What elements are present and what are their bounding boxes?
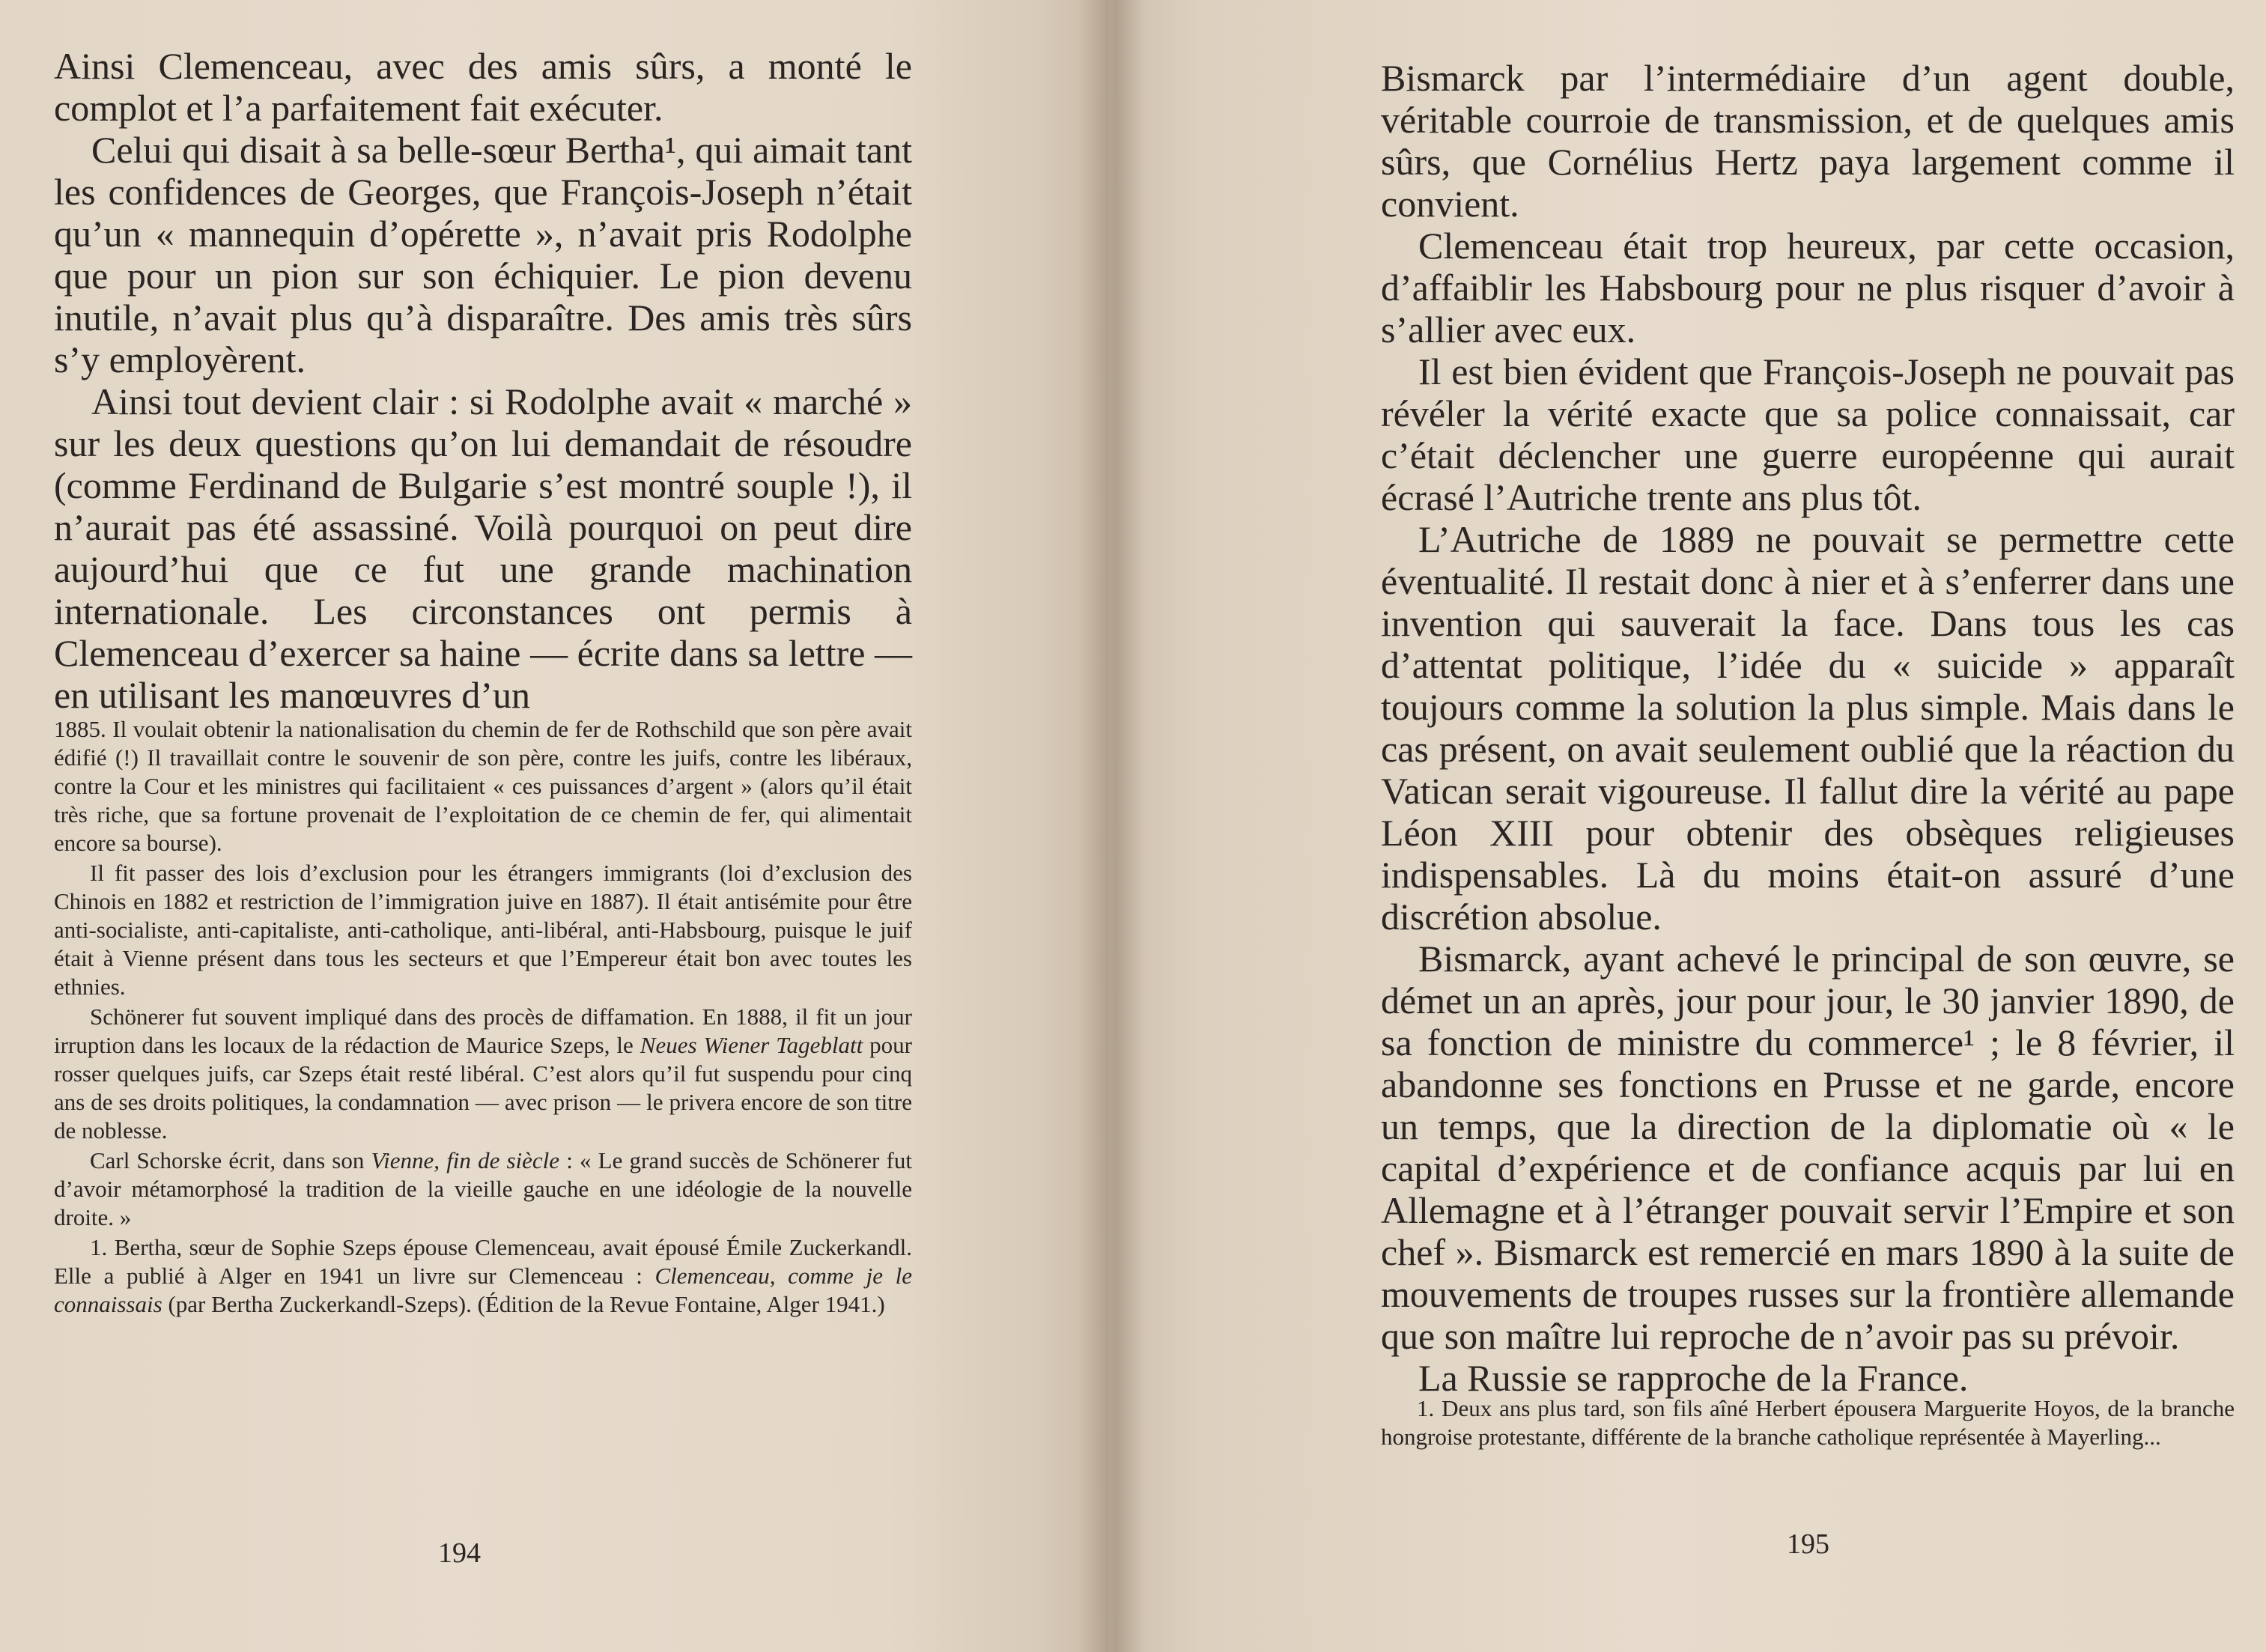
footnote-text: 1. Bertha, sœur de Sophie Szeps épouse Clemenceau, avait épousé Émile Zuckerkandl. Elle a publié à Alger en 1941 un livre sur Clemenceau :: [54, 1234, 912, 1289]
left-page-body: [54, 45, 912, 716]
right-paragraph: Il est bien évident que François-Joseph ne pouvait pas révéler la vérité exacte que sa police connaissait, car c’était déclencher une guerre européenne qui aurait écrasé l’Autriche trente ans plus tôt.: [1381, 350, 2235, 518]
page-number: 195: [1787, 1528, 1829, 1560]
left-page: [0, 0, 1108, 1652]
right-paragraph: Clemenceau était trop heureux, par cette occasion, d’affaiblir les Habsbourg pour ne plus risquer d’avoir à s’allier avec eux.: [1381, 225, 2235, 350]
footnote-text: : « Le grand succès de Schönerer fut d’avoir métamorphosé la tradition de la vieille gauche en une idéologie de la nouvelle droite. »: [54, 1147, 912, 1230]
right-page-footnotes: [1381, 1394, 2235, 1453]
book-title: Vienne, fin de siècle: [371, 1147, 560, 1173]
left-paragraph: Ainsi tout devient clair : si Rodolphe avait « marché » sur les deux questions qu’on lui demandait de résoudre (comme Ferdinand de Bulgarie s’est montré souple !), il n’aurait pas été assassiné. Voilà pourquoi on peut dire aujourd’hui que ce fut une grande machination internationale. Les circonstances ont permis à Clemenceau d’exercer sa haine — écrite dans sa lettre — en utilisant les manœuvres d’un: [54, 380, 912, 716]
right-page: [1108, 0, 2266, 1652]
left-paragraph: Ainsi Clemenceau, avec des amis sûrs, a monté le complot et l’a parfaitement fait exécuter.: [54, 45, 912, 129]
footnote: Il fit passer des lois d’exclusion pour les étrangers immigrants (loi d’exclusion des Chinois en 1882 et restriction de l’immigration juive en 1887). Il était antisémite pour être anti-socialiste, anti-capitaliste, anti-catholique, anti-libéral, anti-Habsbourg, puisque le juif était à Vienne présent dans tous les secteurs et que l’Empereur était bon avec toutes les ethnies.: [54, 860, 912, 1000]
footnote: 1885. Il voulait obtenir la nationalisation du chemin de fer de Rothschild que son père avait édifié (!) Il travaillait contre le souvenir de son père, contre les juifs, contre les libéraux, contre la Cour et les ministres qui facilitaient « ces puissances d’argent » (alors qu’il était très riche, que sa fortune provenait de l’exploitation de ce chemin de fer, qui alimentait encore sa bourse).: [54, 716, 912, 856]
right-paragraph: Bismarck par l’intermédiaire d’un agent double, véritable courroie de transmission, et de quelques amis sûrs, que Cornélius Hertz paya largement comme il convient.: [1381, 57, 2235, 225]
footnote: 1. Deux ans plus tard, son fils aîné Herbert épousera Marguerite Hoyos, de la branche hongroise protestante, différente de la branche catholique représentée à Mayerling...: [1381, 1395, 2235, 1450]
footnote-text: pour rosser quelques juifs, car Szeps était resté libéral. C’est alors qu’il fut suspendu pour cinq ans de ses droits politiques, la condamnation — avec prison — le privera encore de son titre de noblesse.: [54, 1032, 913, 1144]
left-page-footnotes: [54, 715, 912, 1320]
footnote: [54, 1147, 912, 1232]
left-paragraph: Celui qui disait à sa belle-sœur Bertha¹, qui aimait tant les confidences de Georges, que François-Joseph n’était qu’un « mannequin d’opérette », n’avait pris Rodolphe que pour un pion sur son échiquier. Le pion devenu inutile, n’avait plus qu’à disparaître. Des amis très sûrs s’y employèrent.: [54, 129, 912, 380]
newspaper-title: Neues Wiener Tageblatt: [640, 1032, 863, 1058]
right-paragraph: L’Autriche de 1889 ne pouvait se permettre cette éventualité. Il restait donc à nier et à s’enferrer dans une invention qui sauverait la face. Dans tous les cas d’attentat politique, l’idée du « suicide » apparaît toujours comme la solution la plus simple. Mais dans le cas présent, on avait seulement oublié que la réaction du Vatican serait vigoureuse. Il fallut dire la vérité au pape Léon XIII pour obtenir des obsèques religieuses indispensables. Là du moins était-on assuré d’une discrétion absolue.: [1381, 518, 2235, 938]
footnote-text: Carl Schorske écrit, dans son: [90, 1147, 371, 1173]
footnote: [54, 1003, 912, 1145]
footnote-text: (par Bertha Zuckerkandl-Szeps). (Édition de la Revue Fontaine, Alger 1941.): [162, 1291, 885, 1317]
book-title: Clemenceau, comme je le connaissais: [54, 1263, 912, 1317]
right-paragraph: Bismarck, ayant achevé le principal de son œuvre, se démet un an après, jour pour jour, le 30 janvier 1890, de sa fonction de ministre du commerce¹ ; le 8 février, il abandonne ses fonctions en Prusse et ne garde, encore un temps, que la direction de la diplomatie où « le capital d’expérience et de confiance acquis par lui en Allemagne et à l’étranger pouvait servir l’Empire et son chef ». Bismarck est remercié en mars 1890 à la suite de mouvements de troupes russes sur la frontière allemande que son maître lui reproche de n’avoir pas su prévoir.: [1381, 938, 2235, 1357]
footnote: [54, 1233, 912, 1319]
right-paragraph: La Russie se rapproche de la France.: [1418, 1357, 1969, 1399]
footnote-text: Schönerer fut souvent impliqué dans des procès de diffamation. En 1888, il fit un jour irruption dans les locaux de la rédaction de Maurice Szeps, le: [54, 1003, 912, 1058]
right-page-body: [1381, 57, 2235, 1399]
page-number: 194: [438, 1537, 481, 1569]
